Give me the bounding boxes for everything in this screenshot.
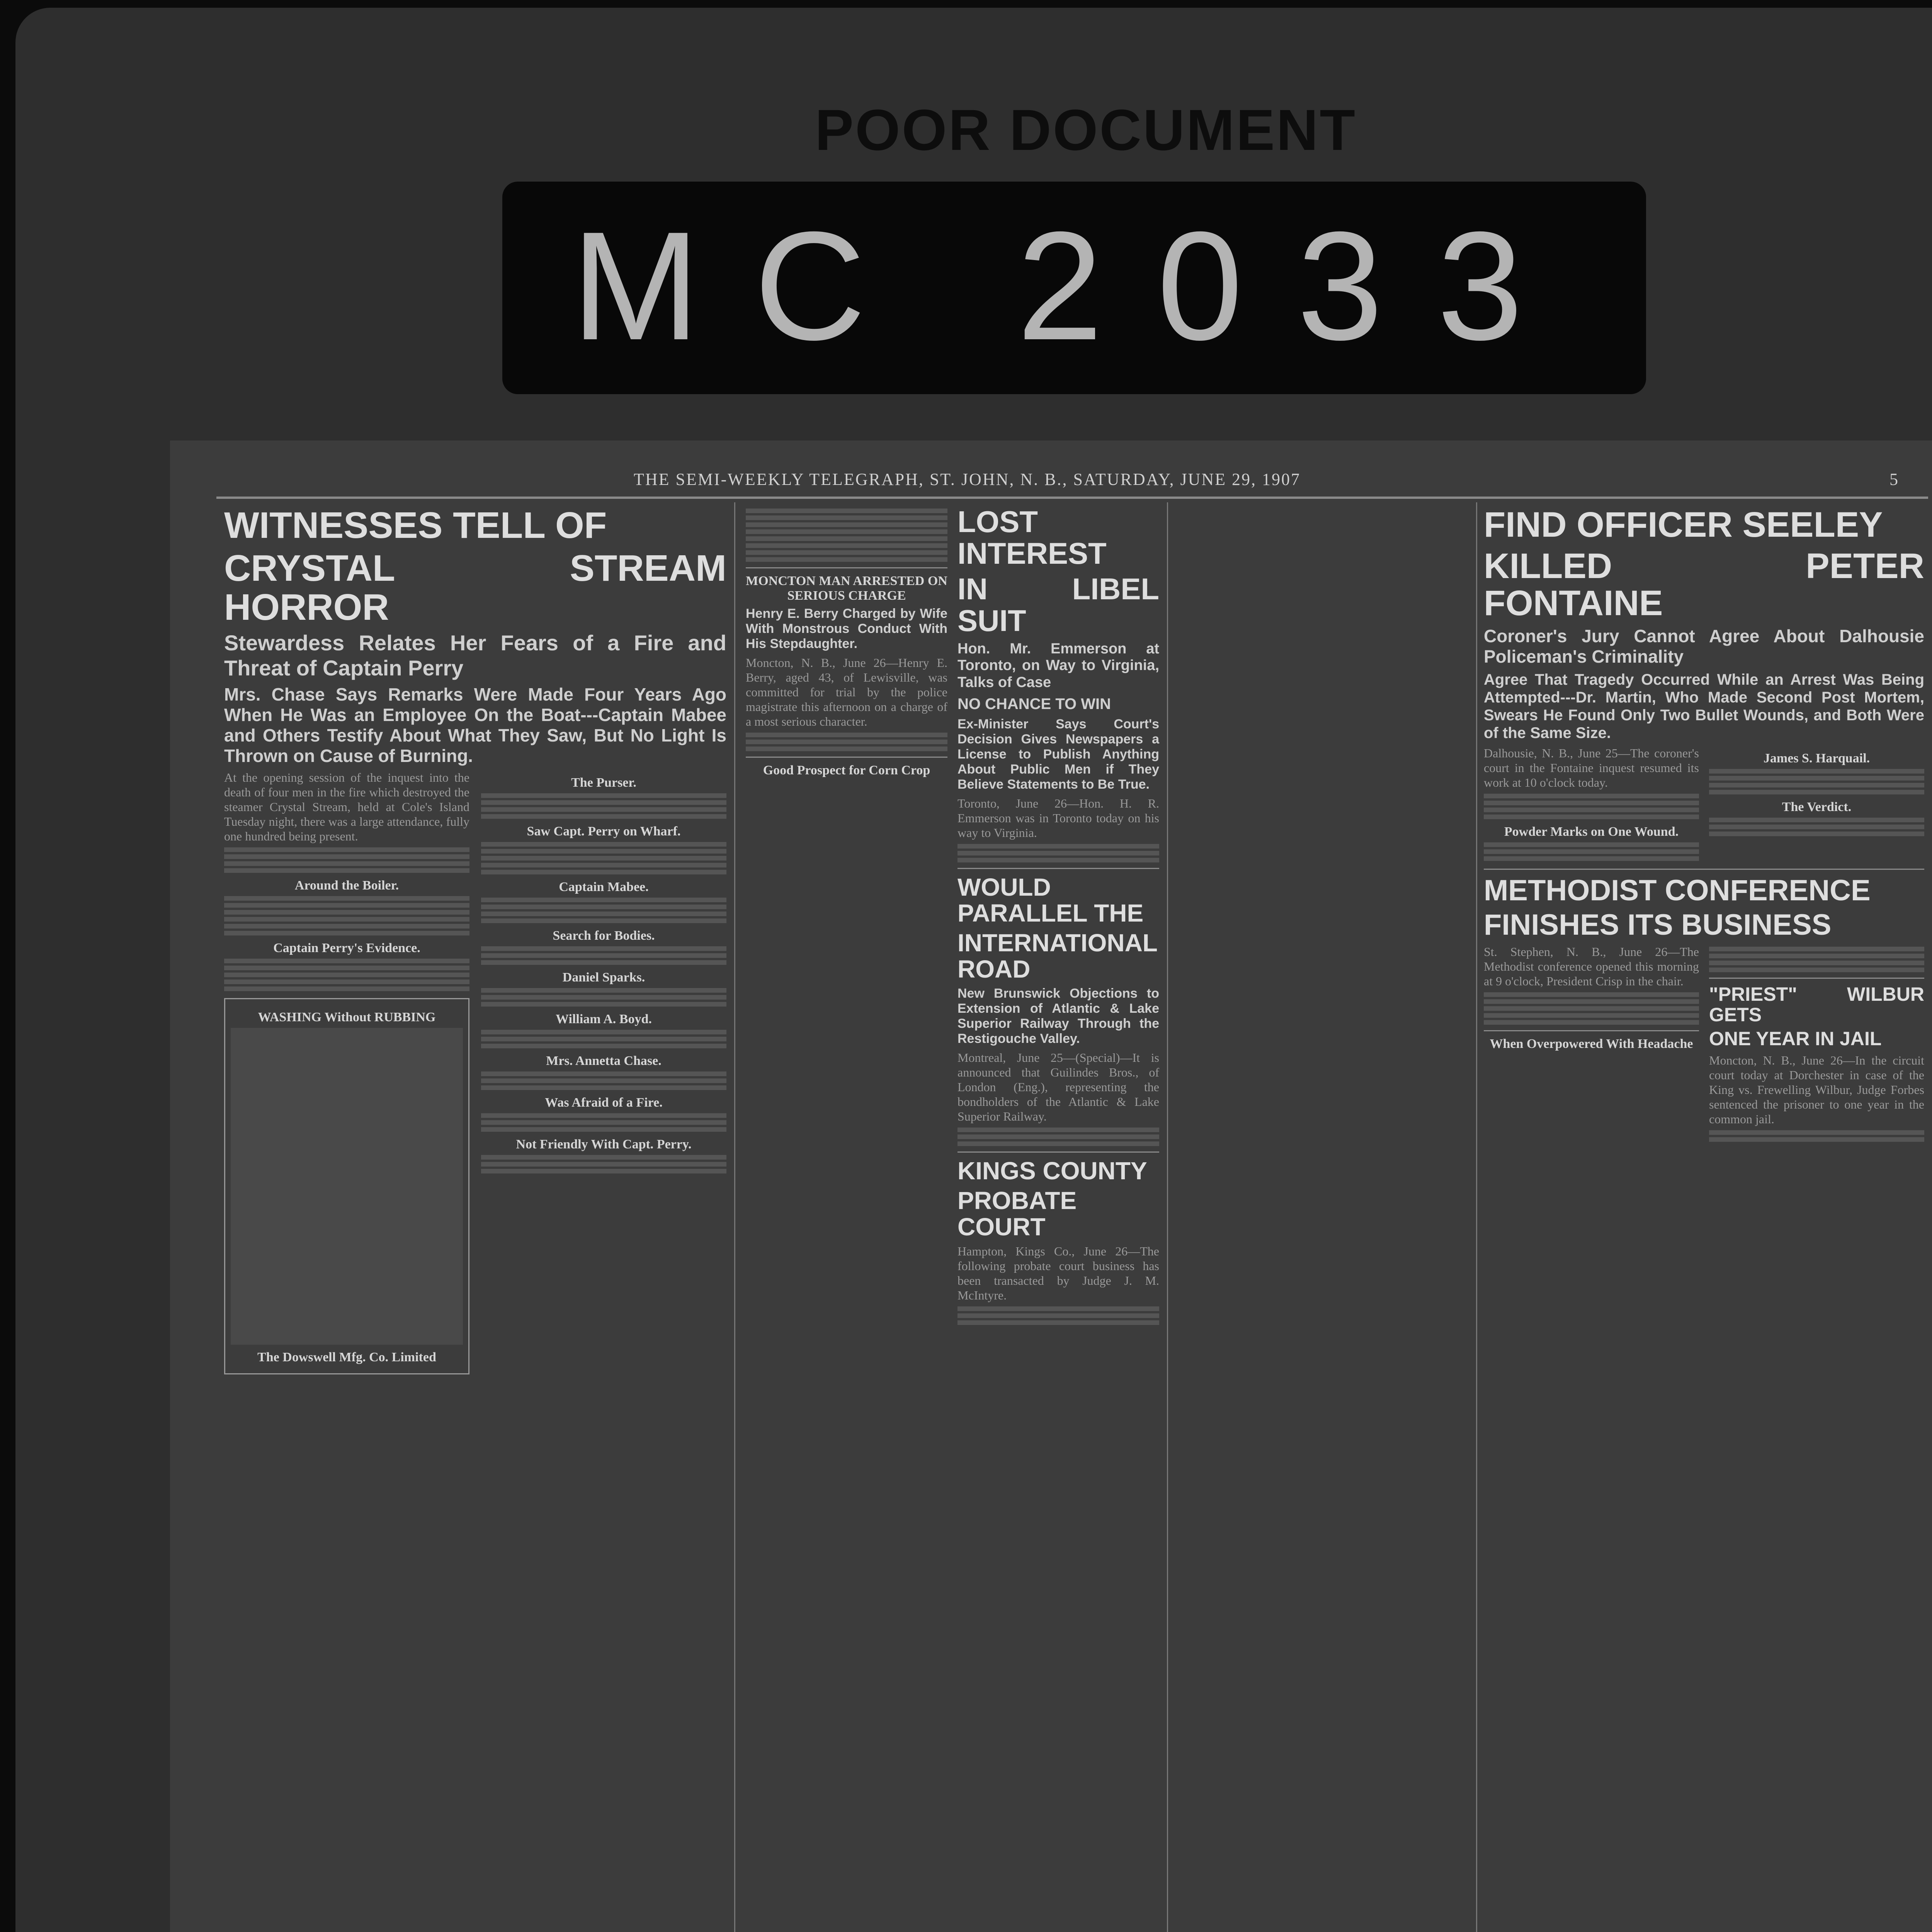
subhead: Saw Capt. Perry on Wharf. — [527, 824, 681, 838]
subhead: Was Afraid of a Fire. — [545, 1095, 663, 1110]
moncton-lead: Moncton, N. B., June 26—Henry E. Berry, aged 43, of Lewisville, was committed for trial by the police magistrate this afternoon on a charge of a most serious character. — [746, 656, 947, 729]
methodist-headline: METHODIST CONFERENCE — [1484, 874, 1871, 907]
microfilm-code: MC 2033 — [571, 199, 1577, 372]
subhead: Powder Marks on One Wound. — [1504, 824, 1679, 839]
methodist-lead: St. Stephen, N. B., June 26—The Methodist conference opened this morning at 9 o'clock, President Crisp in the chair. — [1484, 945, 1699, 988]
text-column — [746, 506, 947, 1327]
subhead: Daniel Sparks. — [562, 970, 645, 985]
subhead: Captain Perry's Evidence. — [273, 940, 420, 955]
headline: WITNESSES TELL OF — [224, 505, 607, 546]
text-column — [1709, 746, 1924, 863]
kings-headline: KINGS COUNTY — [957, 1157, 1147, 1185]
seeley-headline: KILLED PETER FONTAINE — [1484, 546, 1924, 623]
subhead: The Verdict. — [1782, 799, 1852, 814]
kings-lead: Hampton, Kings Co., June 26—The following probate court business has been transacted by Judge J. M. McIntyre. — [957, 1244, 1159, 1302]
text-column — [1709, 944, 1924, 1144]
masthead-rule — [216, 497, 1928, 499]
libel-headline: IN LIBEL SUIT — [957, 571, 1159, 638]
lead-paragraph: At the opening session of the inquest into the death of four men in the fire which destroyed the steamer Crystal Stream, held at Cole's Island Tuesday night, there was a large attendance, fully one hundred being present. — [224, 770, 469, 843]
wilbur-headline: ONE YEAR IN JAIL — [1709, 1028, 1882, 1050]
article-crystal-stream — [224, 506, 726, 1374]
wilbur-headline: "PRIEST" WILBUR GETS — [1709, 983, 1924, 1026]
text-column — [1484, 746, 1699, 863]
poor-document-label: POOR DOCUMENT — [815, 97, 1357, 162]
subhead: Mrs. Annetta Chase. — [546, 1053, 662, 1068]
washing-ad — [224, 998, 469, 1374]
text-column — [224, 770, 469, 1374]
page-number: 5 — [1889, 470, 1898, 489]
kings-headline: PROBATE COURT — [957, 1187, 1077, 1241]
subhead: James S. Harquail. — [1763, 751, 1870, 765]
subhead: Around the Boiler. — [294, 878, 399, 893]
libel-deck: Ex-Minister Says Court's Decision Gives Newspapers a License to Publish Anything About Public Men if They Believe Statements to Be True. — [957, 716, 1159, 792]
libel-deck: NO CHANCE TO WIN — [957, 695, 1111, 713]
middle-column — [746, 506, 1159, 1327]
headline: CRYSTAL STREAM HORROR — [224, 547, 726, 628]
seeley-lead: Dalhousie, N. B., June 25—The coroner's court in the Fontaine inquest resumed its work at 10 o'clock today. — [1484, 746, 1699, 789]
libel-lead: Toronto, June 26—Hon. H. R. Emmerson was in Toronto today on his way to Virginia. — [957, 796, 1159, 840]
microfilm-code-box — [502, 182, 1646, 394]
ad-headline: WASHING Without RUBBING — [258, 1010, 436, 1024]
washing-machine-illustration — [231, 1028, 463, 1345]
ad-company: The Dowswell Mfg. Co. Limited — [257, 1350, 436, 1364]
column-divider — [1476, 502, 1477, 1932]
methodist-headline: FINISHES ITS BUSINESS — [1484, 908, 1832, 942]
deck: Mrs. Chase Says Remarks Were Made Four Years Ago When He Was an Employee On the Boat---Captain Mabee and Others Testify About What They Saw, But No Light Is Thrown on Cause of Burning. — [224, 684, 726, 766]
seeley-deck: Coroner's Jury Cannot Agree About Dalhousie Policeman's Criminality — [1484, 626, 1924, 667]
road-headline: WOULD PARALLEL THE — [957, 873, 1144, 927]
road-deck: New Brunswick Objections to Extension of Atlantic & Lake Superior Railway Through the Restigouche Valley. — [957, 986, 1159, 1046]
column-divider — [734, 502, 735, 1932]
subhead: Search for Bodies. — [553, 928, 655, 943]
column-divider — [1167, 502, 1168, 1932]
subhead: Not Friendly With Capt. Perry. — [516, 1137, 692, 1151]
subhead: The Purser. — [571, 775, 636, 790]
subhead: Captain Mabee. — [559, 879, 649, 894]
moncton-deck: Henry E. Berry Charged by Wife With Monstrous Conduct With His Stepdaughter. — [746, 606, 947, 651]
headache-ad-headline: When Overpowered With Headache — [1490, 1037, 1693, 1051]
seeley-headline: FIND OFFICER SEELEY — [1484, 505, 1883, 544]
road-headline: INTERNATIONAL ROAD — [957, 929, 1158, 983]
subhead: William A. Boyd. — [556, 1012, 652, 1026]
right-column — [1484, 506, 1924, 1144]
deck: Stewardess Relates Her Fears of a Fire and Threat of Captain Perry — [224, 631, 726, 680]
text-column — [481, 770, 726, 1374]
text-column — [1484, 944, 1699, 1144]
moncton-headline: MONCTON MAN ARRESTED ON SERIOUS CHARGE — [746, 574, 947, 603]
wilbur-lead: Moncton, N. B., June 26—In the circuit court today at Dorchester in case of the King vs. Frewelling Wilbur, Judge Forbes sentenced the prisoner to one year in the common jail. — [1709, 1053, 1924, 1126]
road-lead: Montreal, June 25—(Special)—It is announced that Guilindes Bros., of London (Eng.), representing the bondholders of the Atlantic & Lake Superior Railway. — [957, 1051, 1159, 1124]
masthead-title: THE SEMI-WEEKLY TELEGRAPH, ST. JOHN, N. B., SATURDAY, JUNE 29, 1907 — [634, 470, 1301, 489]
libel-headline: LOST INTEREST — [957, 505, 1107, 570]
seeley-deck: Agree That Tragedy Occurred While an Arrest Was Being Attempted---Dr. Martin, Who Made Second Post Mortem, Swears He Found Only Two Bullet Wounds, and Both Were of the Same Size. — [1484, 671, 1924, 742]
text-column — [957, 506, 1159, 1327]
libel-deck: Hon. Mr. Emmerson at Toronto, on Way to Virginia, Talks of Case — [957, 640, 1159, 690]
corn-ad-headline: Good Prospect for Corn Crop — [763, 763, 930, 778]
